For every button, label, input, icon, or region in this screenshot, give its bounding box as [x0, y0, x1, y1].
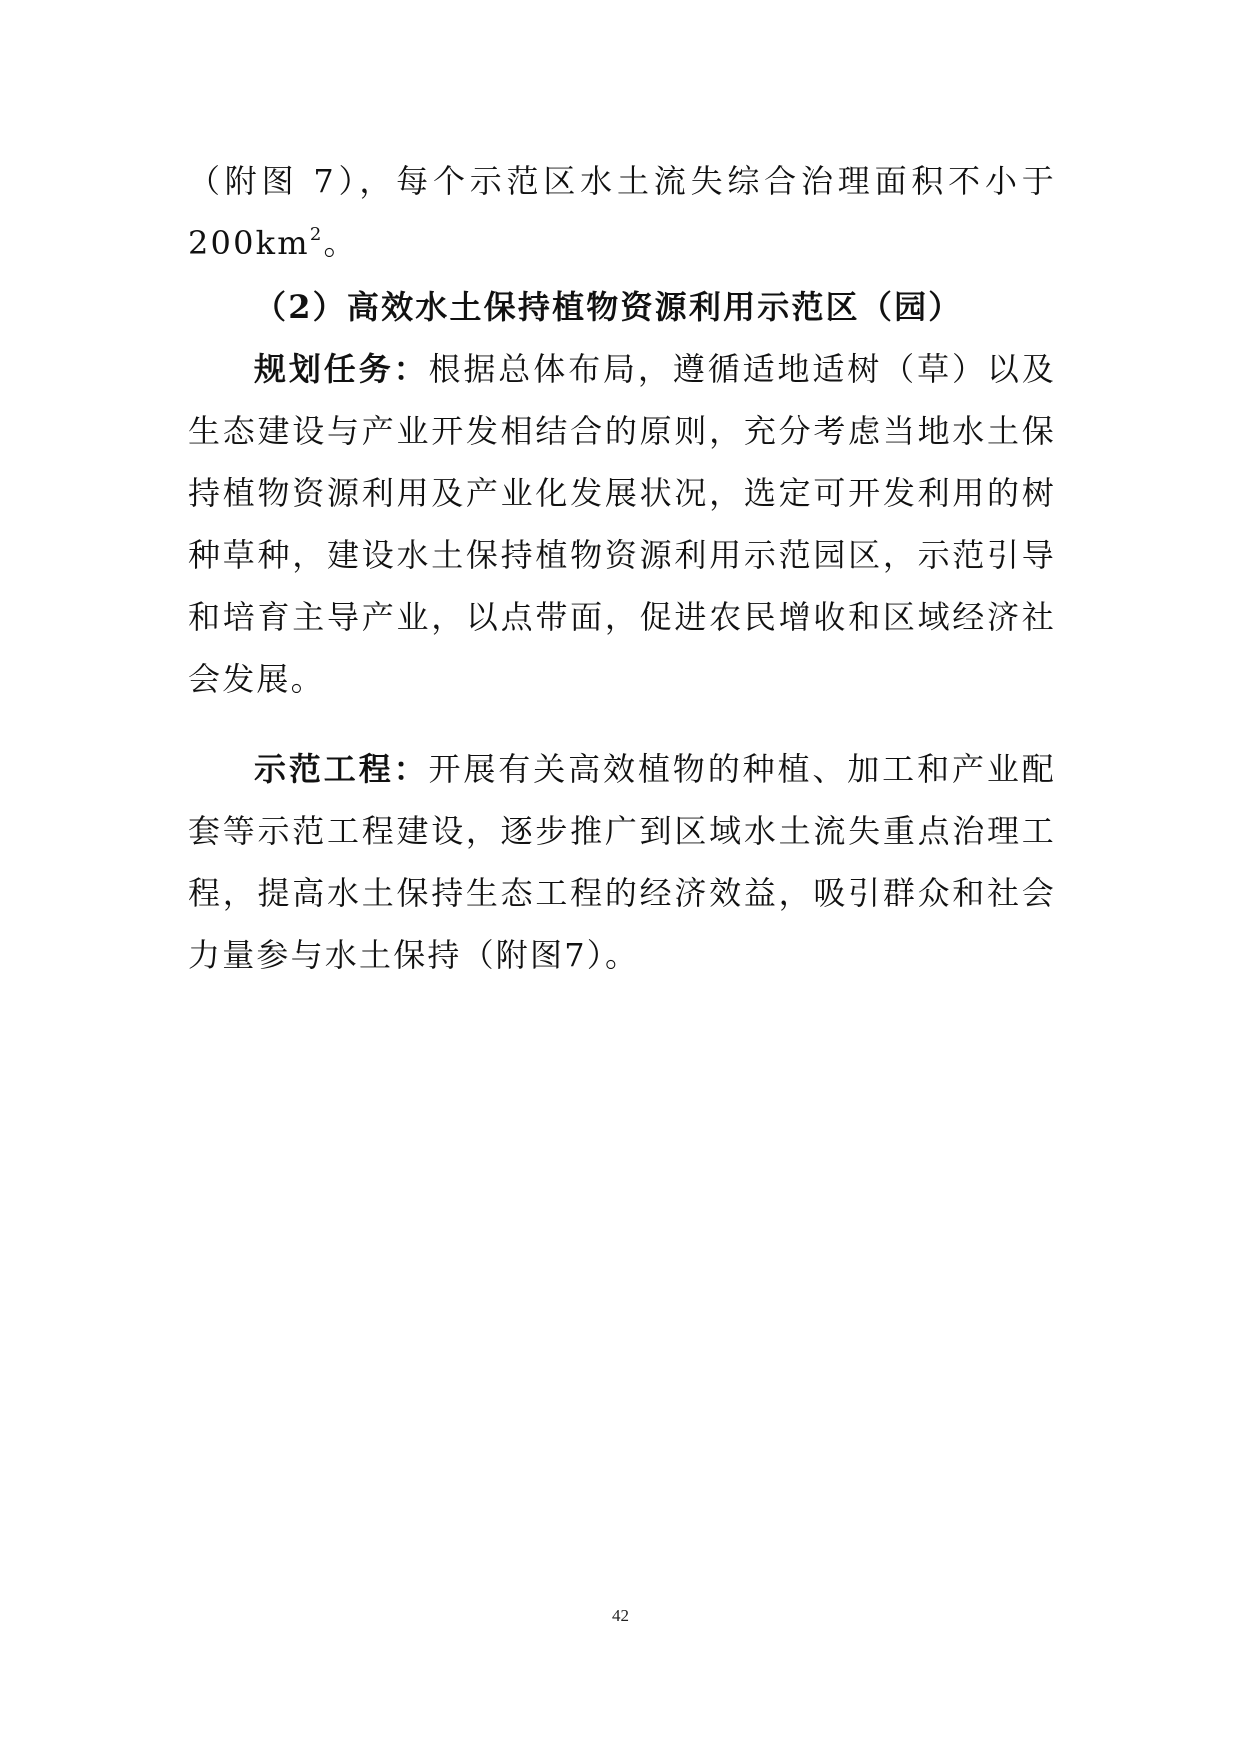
demo-project-lead: 示范工程：	[254, 750, 429, 788]
continuation-paragraph	[188, 150, 1056, 274]
area-unit-superscript: 2	[309, 224, 324, 246]
page-body	[188, 150, 1056, 986]
planning-task-text: 根据总体布局，遵循适地适树（草）以及生态建设与产业开发相结合的原则，充分考虑当地水土保持植物资源利用及产业化发展状况，选定可开发利用的树种草种，建设水土保持植物资源利用示范园区，示范引导和培育主导产业，以点带面，促进农民增收和区域经济社会发展。	[188, 350, 1056, 698]
section-heading: （2）高效水土保持植物资源利用示范区（园）	[254, 288, 963, 326]
planning-task-paragraph	[188, 338, 1056, 710]
continuation-tail: 。	[323, 224, 358, 262]
page-number: 42	[612, 1606, 629, 1625]
demo-project-paragraph	[188, 738, 1056, 986]
demo-project-text: 开展有关高效植物的种植、加工和产业配套等示范工程建设，逐步推广到区域水土流失重点治理工程，提高水土保持生态工程的经济效益，吸引群众和社会力量参与水土保持（附图7）。	[188, 750, 1056, 974]
planning-task-lead: 规划任务：	[254, 350, 429, 388]
continuation-text: （附图 7），每个示范区水土流失综合治理面积不小于200km	[188, 162, 1056, 262]
